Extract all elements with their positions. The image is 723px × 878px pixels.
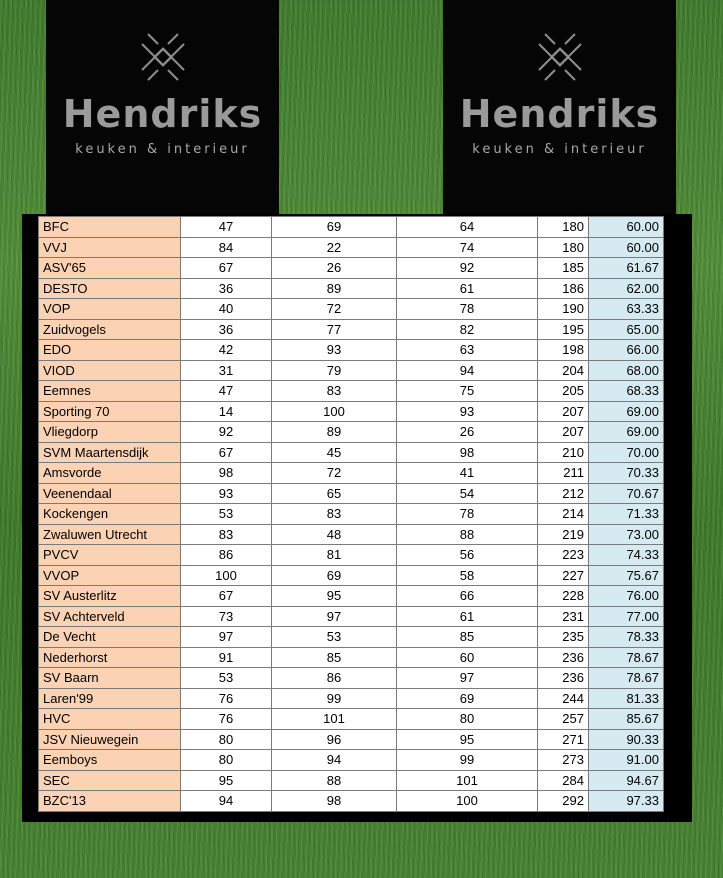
table-row: [39, 217, 664, 238]
logo-tagline: keuken & interieur: [75, 142, 250, 157]
score-1-cell: 100: [181, 565, 272, 586]
total-cell: 227: [538, 565, 589, 586]
score-2-cell: 96: [272, 729, 397, 750]
team-name-cell: Zwaluwen Utrecht: [39, 524, 181, 545]
score-3-cell: 92: [397, 258, 538, 279]
table-row: [39, 278, 664, 299]
score-3-cell: 88: [397, 524, 538, 545]
score-1-cell: 14: [181, 401, 272, 422]
score-3-cell: 63: [397, 340, 538, 361]
team-name-cell: Laren'99: [39, 688, 181, 709]
average-cell: 76.00: [589, 586, 664, 607]
score-1-cell: 73: [181, 606, 272, 627]
average-cell: 78.67: [589, 647, 664, 668]
average-cell: 73.00: [589, 524, 664, 545]
score-2-cell: 22: [272, 237, 397, 258]
team-name-cell: Eemnes: [39, 381, 181, 402]
table-row: [39, 401, 664, 422]
team-name-cell: VVJ: [39, 237, 181, 258]
score-2-cell: 45: [272, 442, 397, 463]
table-row: [39, 586, 664, 607]
average-cell: 94.67: [589, 770, 664, 791]
average-cell: 70.00: [589, 442, 664, 463]
score-table: [38, 216, 664, 812]
score-1-cell: 36: [181, 278, 272, 299]
score-3-cell: 74: [397, 237, 538, 258]
average-cell: 68.00: [589, 360, 664, 381]
average-cell: 85.67: [589, 709, 664, 730]
score-2-cell: 95: [272, 586, 397, 607]
score-3-cell: 82: [397, 319, 538, 340]
score-1-cell: 95: [181, 770, 272, 791]
score-1-cell: 94: [181, 791, 272, 812]
total-cell: 273: [538, 750, 589, 771]
average-cell: 60.00: [589, 237, 664, 258]
score-1-cell: 53: [181, 668, 272, 689]
team-name-cell: Zuidvogels: [39, 319, 181, 340]
average-cell: 90.33: [589, 729, 664, 750]
logo-name: Hendriks: [459, 92, 660, 136]
score-3-cell: 95: [397, 729, 538, 750]
score-1-cell: 98: [181, 463, 272, 484]
team-name-cell: JSV Nieuwegein: [39, 729, 181, 750]
score-3-cell: 78: [397, 299, 538, 320]
score-3-cell: 58: [397, 565, 538, 586]
score-1-cell: 31: [181, 360, 272, 381]
table-row: [39, 688, 664, 709]
table-row: [39, 565, 664, 586]
average-cell: 71.33: [589, 504, 664, 525]
team-name-cell: EDO: [39, 340, 181, 361]
score-3-cell: 101: [397, 770, 538, 791]
average-cell: 78.33: [589, 627, 664, 648]
average-cell: 66.00: [589, 340, 664, 361]
team-name-cell: ASV'65: [39, 258, 181, 279]
score-1-cell: 42: [181, 340, 272, 361]
average-cell: 63.33: [589, 299, 664, 320]
score-2-cell: 89: [272, 278, 397, 299]
score-2-cell: 69: [272, 565, 397, 586]
team-name-cell: Nederhorst: [39, 647, 181, 668]
total-cell: 257: [538, 709, 589, 730]
total-cell: 180: [538, 237, 589, 258]
table-row: [39, 770, 664, 791]
team-name-cell: SV Baarn: [39, 668, 181, 689]
score-2-cell: 83: [272, 504, 397, 525]
table-row: [39, 319, 664, 340]
table-row: [39, 668, 664, 689]
total-cell: 204: [538, 360, 589, 381]
score-1-cell: 47: [181, 217, 272, 238]
score-2-cell: 99: [272, 688, 397, 709]
total-cell: 210: [538, 442, 589, 463]
score-2-cell: 93: [272, 340, 397, 361]
score-3-cell: 100: [397, 791, 538, 812]
total-cell: 211: [538, 463, 589, 484]
total-cell: 292: [538, 791, 589, 812]
score-1-cell: 80: [181, 750, 272, 771]
average-cell: 81.33: [589, 688, 664, 709]
average-cell: 65.00: [589, 319, 664, 340]
table-row: [39, 524, 664, 545]
score-1-cell: 47: [181, 381, 272, 402]
score-2-cell: 72: [272, 463, 397, 484]
score-1-cell: 93: [181, 483, 272, 504]
team-name-cell: VVOP: [39, 565, 181, 586]
score-3-cell: 99: [397, 750, 538, 771]
average-cell: 91.00: [589, 750, 664, 771]
total-cell: 228: [538, 586, 589, 607]
score-3-cell: 97: [397, 668, 538, 689]
team-name-cell: Veenendaal: [39, 483, 181, 504]
table-row: [39, 299, 664, 320]
hendriks-logo-icon: [529, 26, 591, 88]
score-3-cell: 75: [397, 381, 538, 402]
average-cell: 74.33: [589, 545, 664, 566]
score-1-cell: 53: [181, 504, 272, 525]
total-cell: 236: [538, 647, 589, 668]
score-1-cell: 83: [181, 524, 272, 545]
total-cell: 236: [538, 668, 589, 689]
score-2-cell: 100: [272, 401, 397, 422]
score-1-cell: 67: [181, 586, 272, 607]
table-row: [39, 340, 664, 361]
score-2-cell: 88: [272, 770, 397, 791]
team-name-cell: Sporting 70: [39, 401, 181, 422]
team-name-cell: Kockengen: [39, 504, 181, 525]
score-2-cell: 98: [272, 791, 397, 812]
score-3-cell: 94: [397, 360, 538, 381]
table-row: [39, 422, 664, 443]
score-3-cell: 60: [397, 647, 538, 668]
team-name-cell: BFC: [39, 217, 181, 238]
table-row: [39, 791, 664, 812]
table-row: [39, 258, 664, 279]
score-3-cell: 80: [397, 709, 538, 730]
team-name-cell: SV Achterveld: [39, 606, 181, 627]
average-cell: 77.00: [589, 606, 664, 627]
average-cell: 78.67: [589, 668, 664, 689]
total-cell: 195: [538, 319, 589, 340]
score-1-cell: 76: [181, 688, 272, 709]
total-cell: 180: [538, 217, 589, 238]
total-cell: 244: [538, 688, 589, 709]
average-cell: 62.00: [589, 278, 664, 299]
score-table-panel: [22, 214, 692, 822]
average-cell: 97.33: [589, 791, 664, 812]
total-cell: 205: [538, 381, 589, 402]
table-row: [39, 381, 664, 402]
team-name-cell: PVCV: [39, 545, 181, 566]
total-cell: 231: [538, 606, 589, 627]
team-name-cell: SEC: [39, 770, 181, 791]
team-name-cell: Amsvorde: [39, 463, 181, 484]
score-2-cell: 85: [272, 647, 397, 668]
total-cell: 235: [538, 627, 589, 648]
score-3-cell: 26: [397, 422, 538, 443]
average-cell: 70.33: [589, 463, 664, 484]
average-cell: 60.00: [589, 217, 664, 238]
logo-tagline: keuken & interieur: [472, 142, 647, 157]
score-2-cell: 48: [272, 524, 397, 545]
score-2-cell: 89: [272, 422, 397, 443]
average-cell: 70.67: [589, 483, 664, 504]
total-cell: 212: [538, 483, 589, 504]
total-cell: 271: [538, 729, 589, 750]
score-1-cell: 80: [181, 729, 272, 750]
table-row: [39, 627, 664, 648]
total-cell: 223: [538, 545, 589, 566]
team-name-cell: De Vecht: [39, 627, 181, 648]
score-1-cell: 67: [181, 258, 272, 279]
score-3-cell: 61: [397, 606, 538, 627]
average-cell: 68.33: [589, 381, 664, 402]
average-cell: 69.00: [589, 422, 664, 443]
total-cell: 284: [538, 770, 589, 791]
table-row: [39, 483, 664, 504]
sponsor-logo-left: [46, 0, 279, 214]
team-name-cell: BZC'13: [39, 791, 181, 812]
score-3-cell: 78: [397, 504, 538, 525]
score-1-cell: 67: [181, 442, 272, 463]
table-row: [39, 729, 664, 750]
total-cell: 207: [538, 422, 589, 443]
table-row: [39, 647, 664, 668]
table-row: [39, 606, 664, 627]
sponsor-logo-right: [443, 0, 676, 214]
score-3-cell: 61: [397, 278, 538, 299]
table-row: [39, 709, 664, 730]
total-cell: 219: [538, 524, 589, 545]
score-2-cell: 77: [272, 319, 397, 340]
team-name-cell: Vliegdorp: [39, 422, 181, 443]
table-row: [39, 545, 664, 566]
score-3-cell: 93: [397, 401, 538, 422]
score-2-cell: 101: [272, 709, 397, 730]
score-1-cell: 76: [181, 709, 272, 730]
score-1-cell: 86: [181, 545, 272, 566]
score-3-cell: 66: [397, 586, 538, 607]
score-2-cell: 69: [272, 217, 397, 238]
score-2-cell: 94: [272, 750, 397, 771]
score-3-cell: 64: [397, 217, 538, 238]
team-name-cell: HVC: [39, 709, 181, 730]
score-3-cell: 54: [397, 483, 538, 504]
score-3-cell: 85: [397, 627, 538, 648]
average-cell: 75.67: [589, 565, 664, 586]
score-1-cell: 92: [181, 422, 272, 443]
table-row: [39, 504, 664, 525]
score-1-cell: 36: [181, 319, 272, 340]
table-row: [39, 360, 664, 381]
team-name-cell: DESTO: [39, 278, 181, 299]
score-2-cell: 72: [272, 299, 397, 320]
logo-name: Hendriks: [62, 92, 263, 136]
score-1-cell: 84: [181, 237, 272, 258]
team-name-cell: SV Austerlitz: [39, 586, 181, 607]
average-cell: 69.00: [589, 401, 664, 422]
team-name-cell: SVM Maartensdijk: [39, 442, 181, 463]
table-row: [39, 237, 664, 258]
hendriks-logo-icon: [132, 26, 194, 88]
total-cell: 185: [538, 258, 589, 279]
score-2-cell: 53: [272, 627, 397, 648]
score-2-cell: 97: [272, 606, 397, 627]
table-row: [39, 463, 664, 484]
score-2-cell: 83: [272, 381, 397, 402]
total-cell: 190: [538, 299, 589, 320]
team-name-cell: Eemboys: [39, 750, 181, 771]
team-name-cell: VIOD: [39, 360, 181, 381]
score-2-cell: 26: [272, 258, 397, 279]
table-row: [39, 442, 664, 463]
score-2-cell: 65: [272, 483, 397, 504]
score-3-cell: 98: [397, 442, 538, 463]
score-2-cell: 79: [272, 360, 397, 381]
table-row: [39, 750, 664, 771]
score-1-cell: 97: [181, 627, 272, 648]
total-cell: 198: [538, 340, 589, 361]
team-name-cell: VOP: [39, 299, 181, 320]
score-3-cell: 41: [397, 463, 538, 484]
total-cell: 214: [538, 504, 589, 525]
average-cell: 61.67: [589, 258, 664, 279]
score-1-cell: 91: [181, 647, 272, 668]
score-2-cell: 86: [272, 668, 397, 689]
total-cell: 186: [538, 278, 589, 299]
total-cell: 207: [538, 401, 589, 422]
score-2-cell: 81: [272, 545, 397, 566]
score-3-cell: 69: [397, 688, 538, 709]
score-1-cell: 40: [181, 299, 272, 320]
score-3-cell: 56: [397, 545, 538, 566]
